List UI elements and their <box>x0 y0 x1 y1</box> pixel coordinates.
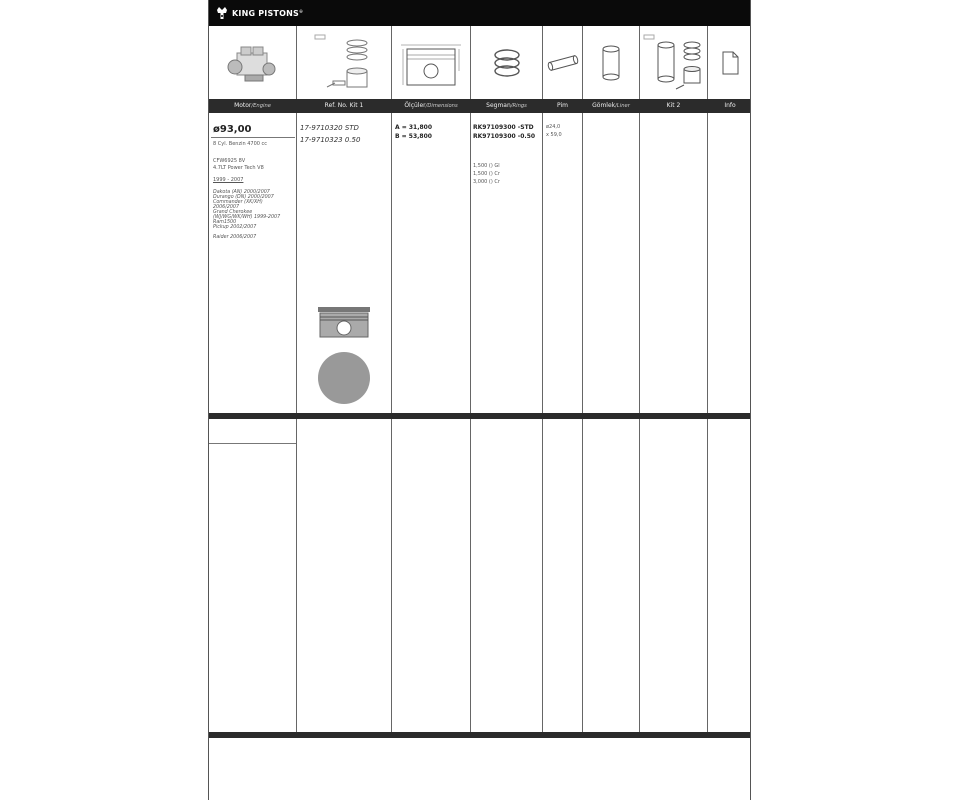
header-dims: Ölçüler/Dimensions <box>404 102 458 109</box>
crown-icon <box>215 5 229 21</box>
header-info: Info <box>724 102 736 109</box>
rings-image-cell <box>471 26 542 99</box>
header-ref: Ref. No. Kit 1 <box>324 102 364 109</box>
engine-description: 8 Cyl. Benzin 4700 cc <box>213 141 268 147</box>
ring-ref-std[interactable]: RK97109300 -STD <box>473 124 534 131</box>
vehicle-item: Dakota (AN) 2000/2007 <box>213 190 270 195</box>
bore-diameter: ø93,00 <box>213 124 252 135</box>
vehicle-item: Ram1500 <box>213 220 237 225</box>
ring-ref-oversize[interactable]: RK97109300 -0.50 <box>473 133 536 140</box>
dimension-b: B = 53,800 <box>395 133 432 140</box>
vehicle-item: (WJ/WG/WK/WH) 1999-2007 <box>213 215 281 220</box>
liner-icon <box>599 43 623 83</box>
engine-years: 1999 - 2007 <box>213 177 244 183</box>
engine-icon <box>223 39 283 87</box>
info-image-cell <box>708 26 752 99</box>
dimension-a: A = 31,800 <box>395 124 433 131</box>
catalog-sheet <box>208 0 751 800</box>
ring-size-2: 1,500 () Cr <box>473 171 500 177</box>
piston-top-photo <box>316 350 372 406</box>
vehicle-item: Pickup 2002/2007 <box>213 225 257 230</box>
ref-oversize[interactable]: 17-9710323 0.50 <box>300 136 361 144</box>
piston-side-photo <box>316 305 372 339</box>
header-rings: Segman/Rings <box>486 102 527 109</box>
vehicle-item: Commander (XK/XH) <box>213 200 263 205</box>
vehicle-item: 2006/2007 <box>213 205 240 210</box>
vehicle-list <box>213 190 280 240</box>
brand-logo: KING PISTONS® <box>215 4 303 22</box>
ring-size-3: 3,000 () Cr <box>473 179 500 185</box>
header-pin: Pim <box>557 102 568 109</box>
piston-kit-icon <box>309 31 379 95</box>
pin-icon <box>545 51 581 75</box>
header-kit2: Kit 2 <box>666 102 681 109</box>
pin-diameter: ø24,0 <box>546 124 561 130</box>
document-icon <box>720 50 740 76</box>
section-separator <box>209 732 750 738</box>
section-separator <box>209 413 750 419</box>
vehicle-item: Raider 2006/2007 <box>213 235 257 240</box>
kit2-image-cell <box>640 26 707 99</box>
engine-name: 4.7LT Power Tech V8 <box>213 165 264 171</box>
piston-kit-image-cell <box>297 26 391 99</box>
dimensions-diagram-icon <box>395 31 467 95</box>
vehicle-item: Grand Cherokee <box>213 210 253 215</box>
liner-image-cell <box>583 26 639 99</box>
header-motor: Motor/Engine <box>234 102 271 109</box>
pin-image-cell <box>543 26 582 99</box>
top-bar <box>209 0 750 26</box>
pin-length: x 59,0 <box>546 132 562 138</box>
ref-std[interactable]: 17-9710320 STD <box>300 124 359 132</box>
engine-code: CFW6925 8V <box>213 158 246 164</box>
ring-size-1: 1,500 () Gl <box>473 163 500 169</box>
vehicle-item: Durango (DN) 2000/2007 <box>213 195 274 200</box>
kit2-icon <box>642 31 706 95</box>
header-liner: Gömlek/Liner <box>592 102 630 109</box>
dimensions-image-cell <box>392 26 470 99</box>
engine-image-cell <box>209 26 296 99</box>
rings-icon <box>487 43 527 83</box>
